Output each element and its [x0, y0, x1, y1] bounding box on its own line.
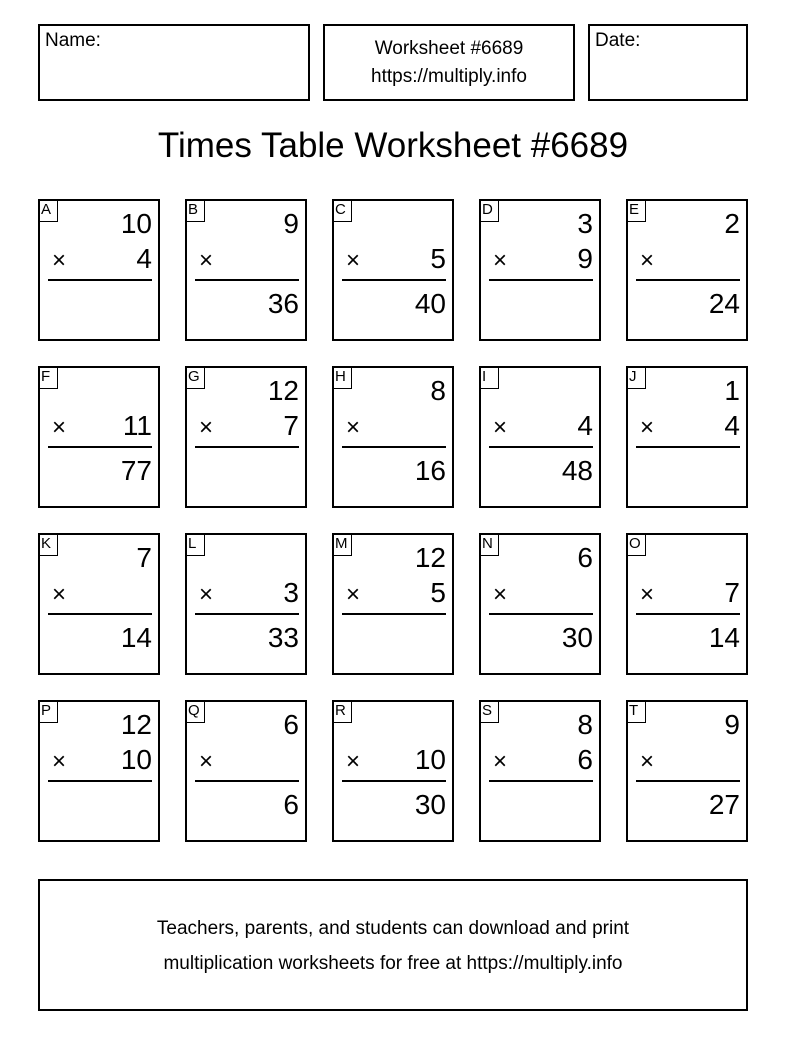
problem-card[interactable]: [626, 700, 748, 842]
problem-top-number: 8: [430, 375, 446, 406]
problem-multiplier: 11: [122, 410, 152, 441]
problem-multiplier: 7: [283, 410, 299, 441]
problem-letter: F: [38, 366, 58, 389]
answer-rule: [342, 613, 446, 615]
times-sign: ×: [199, 414, 214, 441]
times-sign: ×: [52, 247, 67, 274]
answer-rule: [636, 446, 740, 448]
problem-letter: R: [332, 700, 352, 723]
answer-rule: [195, 613, 299, 615]
problem-multiplier: 4: [577, 410, 593, 441]
problem-card[interactable]: [332, 366, 454, 508]
problem-letter: O: [626, 533, 646, 556]
times-sign: ×: [640, 581, 655, 608]
answer-rule: [636, 780, 740, 782]
times-sign: ×: [199, 247, 214, 274]
times-sign: ×: [640, 748, 655, 775]
problem-card[interactable]: [38, 700, 160, 842]
answer-rule: [48, 446, 152, 448]
problem-multiplier: 6: [577, 744, 593, 775]
problem-top-number: 3: [577, 208, 593, 239]
problem-card[interactable]: [626, 366, 748, 508]
problem-card[interactable]: [185, 533, 307, 675]
times-sign: ×: [346, 748, 361, 775]
problem-letter: S: [479, 700, 499, 723]
problem-card[interactable]: [479, 700, 601, 842]
problem-letter: Q: [185, 700, 205, 723]
times-sign: ×: [640, 414, 655, 441]
problem-letter: H: [332, 366, 352, 389]
answer-rule: [636, 279, 740, 281]
footer-line-2: multiplication worksheets for free at https://multiply.info: [163, 953, 623, 974]
answer-rule: [489, 780, 593, 782]
problem-answer: 14: [120, 622, 152, 653]
problem-answer: 40: [414, 288, 446, 319]
problem-answer: 48: [561, 455, 593, 486]
worksheet-url: https://multiply.info: [371, 66, 527, 87]
problem-letter: B: [185, 199, 205, 222]
problem-multiplier: 5: [430, 243, 446, 274]
name-label: Name:: [45, 30, 101, 51]
problem-letter: M: [332, 533, 352, 556]
times-sign: ×: [199, 748, 214, 775]
problem-answer: 6: [283, 789, 299, 820]
problem-multiplier: 3: [283, 577, 299, 608]
problem-top-number: 2: [724, 208, 740, 239]
problem-card[interactable]: [332, 199, 454, 341]
problem-letter: T: [626, 700, 646, 723]
problem-top-number: 7: [136, 542, 152, 573]
problem-multiplier: 5: [430, 577, 446, 608]
problem-card[interactable]: [626, 533, 748, 675]
answer-rule: [48, 279, 152, 281]
name-field-box[interactable]: [38, 24, 310, 101]
times-sign: ×: [346, 414, 361, 441]
problem-answer: 36: [267, 288, 299, 319]
problem-multiplier: 7: [724, 577, 740, 608]
problem-top-number: 12: [120, 709, 152, 740]
times-sign: ×: [493, 581, 508, 608]
problem-card[interactable]: [479, 533, 601, 675]
answer-rule: [489, 446, 593, 448]
problem-card[interactable]: [479, 199, 601, 341]
problem-answer: 33: [267, 622, 299, 653]
problem-letter: C: [332, 199, 352, 222]
answer-rule: [342, 780, 446, 782]
problem-card[interactable]: [479, 366, 601, 508]
problem-multiplier: 9: [577, 243, 593, 274]
footer-note-box: [38, 879, 748, 1011]
times-sign: ×: [52, 581, 67, 608]
problem-card[interactable]: [332, 700, 454, 842]
problem-card[interactable]: [38, 199, 160, 341]
problem-top-number: 8: [577, 709, 593, 740]
problem-top-number: 12: [414, 542, 446, 573]
problem-multiplier: 4: [724, 410, 740, 441]
worksheet-id-box: [323, 24, 575, 101]
problem-top-number: 6: [577, 542, 593, 573]
problem-top-number: 9: [724, 709, 740, 740]
problem-card[interactable]: [38, 533, 160, 675]
problem-answer: 24: [708, 288, 740, 319]
problem-multiplier: 4: [136, 243, 152, 274]
problem-letter: I: [479, 366, 499, 389]
problem-letter: K: [38, 533, 58, 556]
problem-letter: A: [38, 199, 58, 222]
problem-answer: 14: [708, 622, 740, 653]
problem-answer: 16: [414, 455, 446, 486]
problem-card[interactable]: [185, 199, 307, 341]
problem-letter: L: [185, 533, 205, 556]
problem-letter: J: [626, 366, 646, 389]
answer-rule: [48, 780, 152, 782]
problem-answer: 30: [414, 789, 446, 820]
problem-card[interactable]: [626, 199, 748, 341]
answer-rule: [342, 279, 446, 281]
problem-top-number: 12: [267, 375, 299, 406]
problem-letter: N: [479, 533, 499, 556]
problem-top-number: 10: [120, 208, 152, 239]
problem-answer: 77: [120, 455, 152, 486]
problem-top-number: 1: [724, 375, 740, 406]
times-sign: ×: [346, 247, 361, 274]
page-title: Times Table Worksheet #6689: [157, 126, 629, 165]
answer-rule: [489, 279, 593, 281]
problem-card[interactable]: [185, 700, 307, 842]
times-sign: ×: [346, 581, 361, 608]
answer-rule: [636, 613, 740, 615]
problem-card[interactable]: [38, 366, 160, 508]
problem-answer: 30: [561, 622, 593, 653]
problem-top-number: 6: [283, 709, 299, 740]
times-sign: ×: [493, 748, 508, 775]
worksheet-number: Worksheet #6689: [374, 38, 524, 59]
problem-top-number: 9: [283, 208, 299, 239]
times-sign: ×: [199, 581, 214, 608]
problem-letter: E: [626, 199, 646, 222]
problem-letter: D: [479, 199, 499, 222]
times-sign: ×: [493, 247, 508, 274]
problem-letter: P: [38, 700, 58, 723]
problem-answer: 27: [708, 789, 740, 820]
problem-letter: G: [185, 366, 205, 389]
footer-line-1: Teachers, parents, and students can download and print: [156, 918, 630, 939]
problem-card[interactable]: [185, 366, 307, 508]
times-sign: ×: [52, 414, 67, 441]
answer-rule: [342, 446, 446, 448]
answer-rule: [195, 446, 299, 448]
times-sign: ×: [493, 414, 508, 441]
answer-rule: [195, 780, 299, 782]
times-sign: ×: [640, 247, 655, 274]
date-label: Date:: [595, 30, 641, 51]
answer-rule: [195, 279, 299, 281]
answer-rule: [48, 613, 152, 615]
problem-multiplier: 10: [414, 744, 446, 775]
problem-multiplier: 10: [120, 744, 152, 775]
answer-rule: [489, 613, 593, 615]
date-field-box[interactable]: [588, 24, 748, 101]
problem-card[interactable]: [332, 533, 454, 675]
times-sign: ×: [52, 748, 67, 775]
